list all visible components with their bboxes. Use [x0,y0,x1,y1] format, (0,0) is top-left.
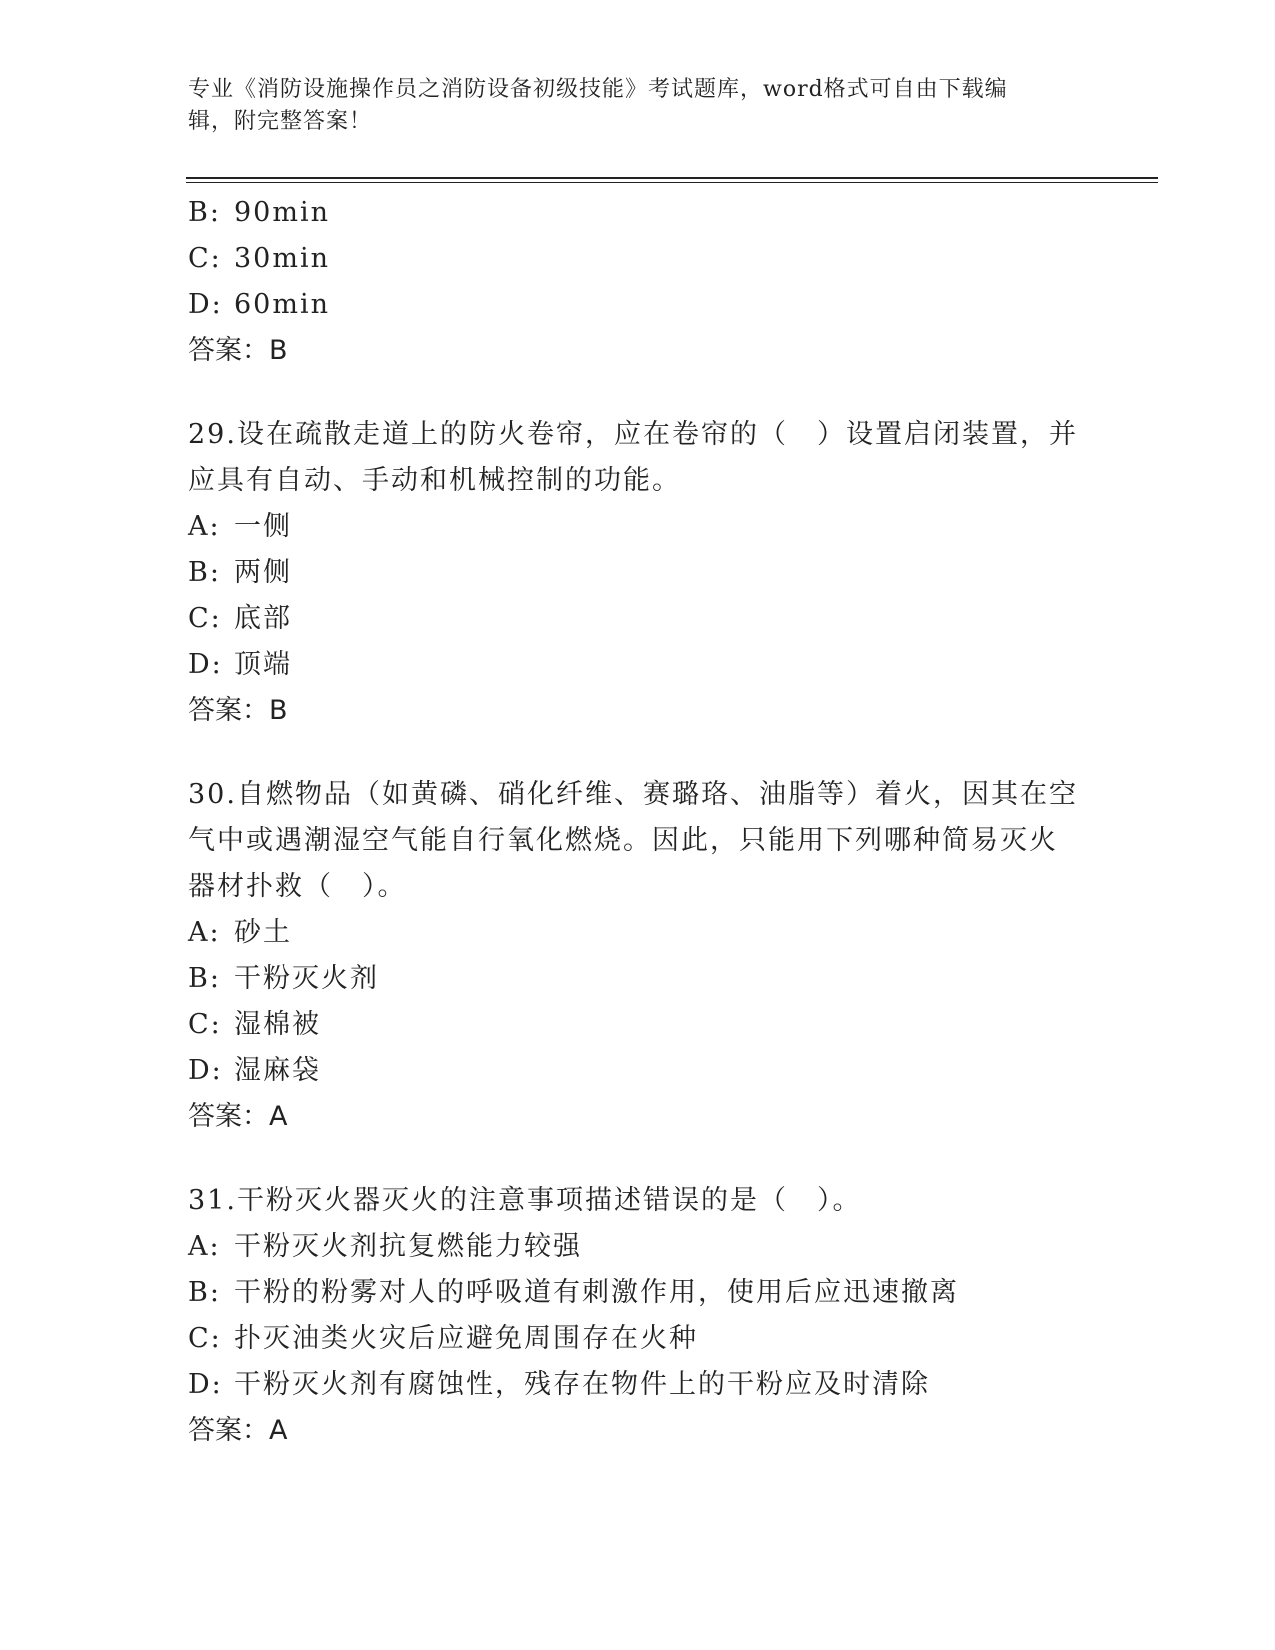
document-header [188,74,1068,138]
answer-line: 答案：B [188,695,288,726]
option-d: D: 干粉灭火剂有腐蚀性，残存在物件上的干粉应及时清除 [188,1369,930,1400]
header-rule-thin [186,182,1158,183]
option-d: D: 60min [188,289,330,320]
header-line-1: 专业《消防设施操作员之消防设备初级技能》考试题库，word格式可自由下载编 [188,77,1008,102]
answer-line: 答案：A [188,1415,288,1446]
header-rule-thick [186,177,1158,179]
option-b: B: 90min [188,197,330,228]
option-a: A: 一侧 [188,511,292,542]
option-d: D: 湿麻袋 [188,1055,321,1086]
option-c: C: 扑灭油类火灾后应避免周围存在火种 [188,1323,698,1354]
question-text-line: 应具有自动、手动和机械控制的功能。 [188,465,681,496]
option-a: A: 干粉灭火剂抗复燃能力较强 [188,1231,582,1262]
question-text-line: 31.干粉灭火器灭火的注意事项描述错误的是（ ）。 [188,1185,862,1216]
option-c: C: 湿棉被 [188,1009,321,1040]
question-block-30 [188,772,1088,1140]
question-block-28 [188,190,1088,374]
option-c: C: 底部 [188,603,292,634]
question-text-line: 气中或遇潮湿空气能自行氧化燃烧。因此，只能用下列哪种简易灭火 [188,825,1058,856]
answer-line: 答案：B [188,335,288,366]
option-d: D: 顶端 [188,649,292,680]
option-c: C: 30min [188,243,330,274]
question-block-29 [188,412,1088,734]
option-a: A: 砂土 [188,917,292,948]
question-block-31 [188,1178,1088,1454]
question-text-line: 30.自燃物品（如黄磷、硝化纤维、赛璐珞、油脂等）着火，因其在空 [188,779,1078,810]
question-text-line: 29.设在疏散走道上的防火卷帘，应在卷帘的（ ）设置启闭装置，并 [188,419,1078,450]
answer-line: 答案：A [188,1101,288,1132]
question-text-line: 器材扑救（ ）。 [188,871,407,902]
question-list [188,190,1088,1454]
header-line-2: 辑，附完整答案！ [188,109,373,134]
option-b: B: 干粉灭火剂 [188,963,379,994]
option-b: B: 两侧 [188,557,292,588]
option-b: B: 干粉的粉雾对人的呼吸道有刺激作用，使用后应迅速撤离 [188,1277,959,1308]
